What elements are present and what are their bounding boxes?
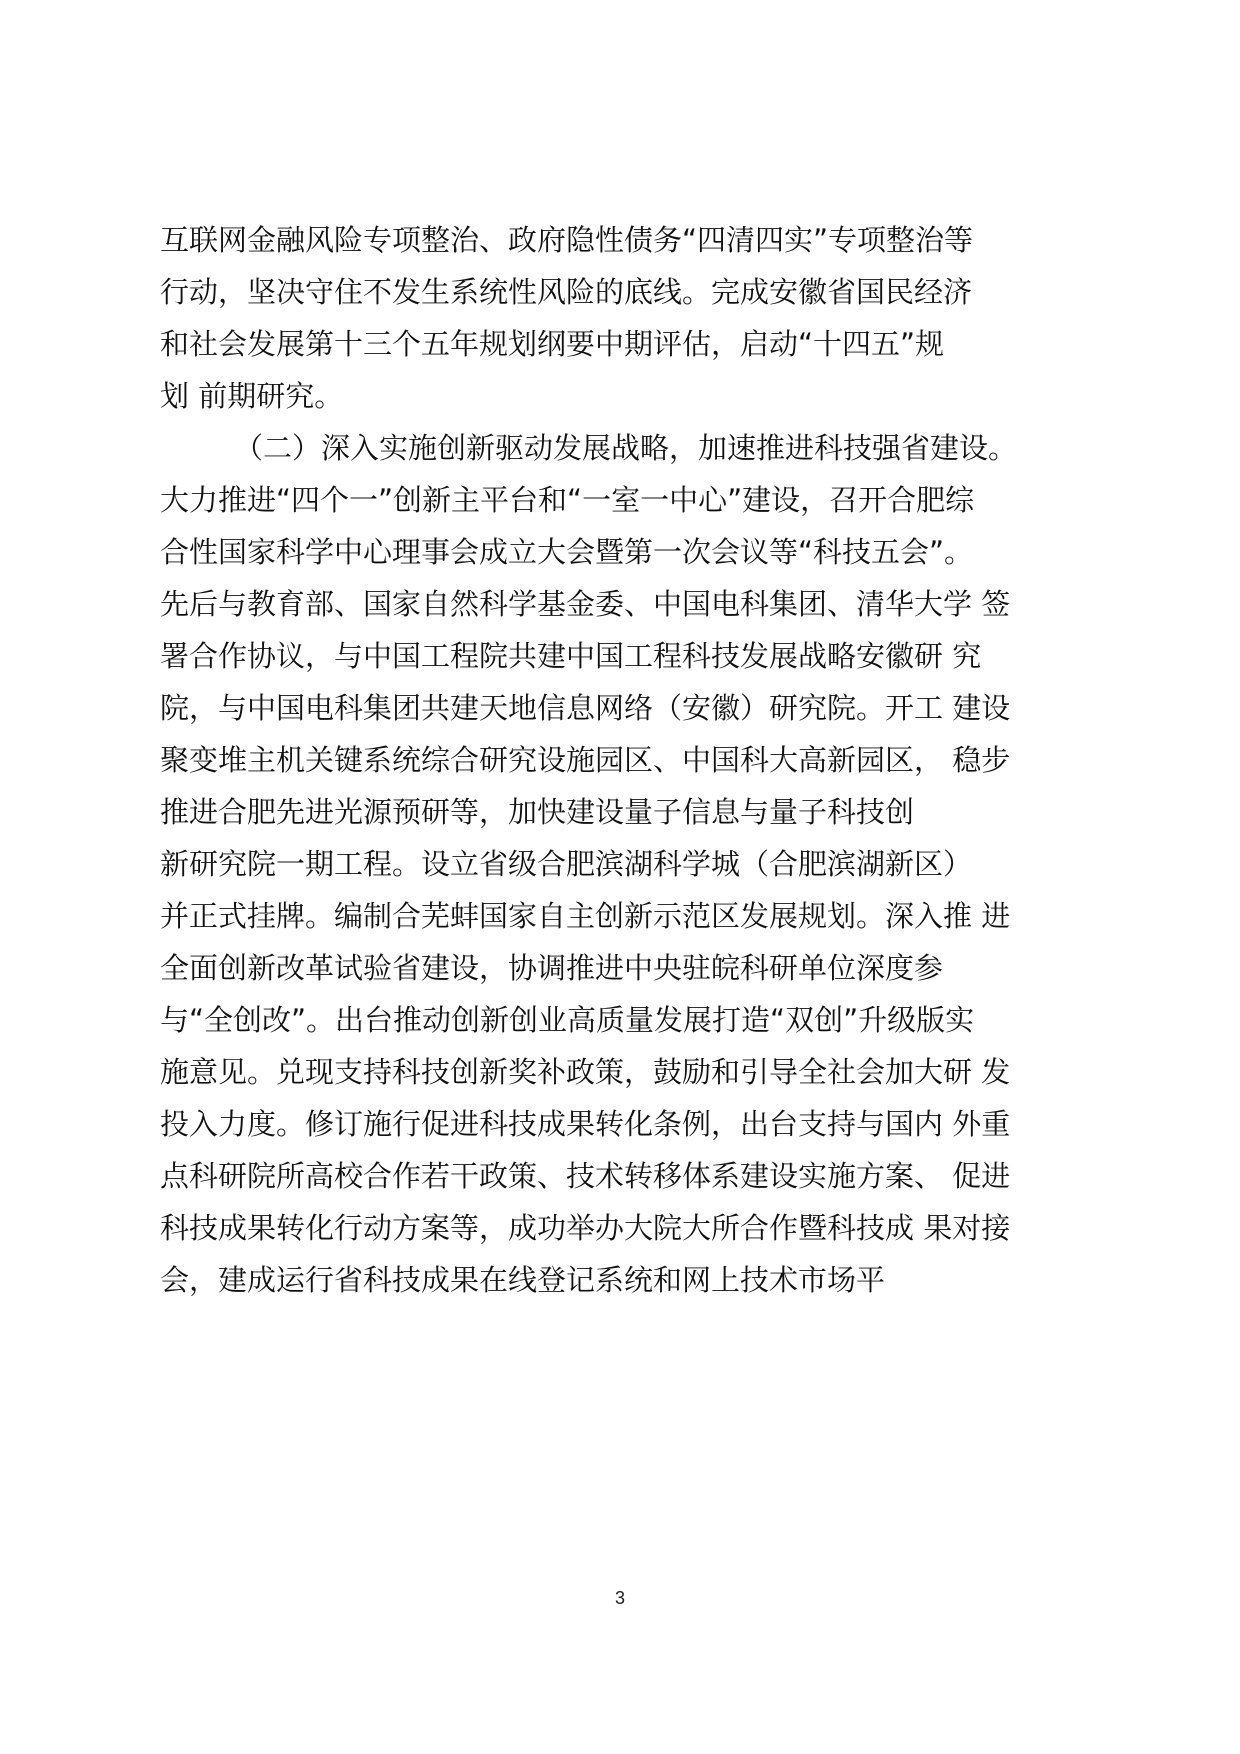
text-line: 投入力度。修订施行促进科技成果转化条例，出台支持与国内 外重 [160, 1107, 1011, 1141]
body-text [160, 214, 1120, 1306]
text-line: 先后与教育部、国家自然科学基金委、中国电科集团、清华大学 签 [160, 587, 1011, 621]
text-line: 和社会发展第十三个五年规划纲要中期评估，启动“十四五”规 [160, 327, 945, 361]
text-line: 划 前期研究。 [160, 379, 344, 413]
text-line: 推进合肥先进光源预研等，加快建设量子信息与量子科技创 [160, 795, 915, 829]
text-line: 全面创新改革试验省建设，协调推进中央驻皖科研单位深度参 [160, 951, 944, 985]
text-line: 会，建成运行省科技成果在线登记系统和网上技术市场平 [160, 1263, 886, 1297]
page-number: 3 [614, 1588, 625, 1608]
text-line: 聚变堆主机关键系统综合研究设施园区、中国科大高新园区， 稳步 [160, 743, 1011, 777]
text-line: 与“全创改”。出台推动创新创业高质量发展打造“双创”升级版实 [160, 1003, 975, 1037]
text-line: 点科研院所高校合作若干政策、技术转移体系建设实施方案、 促进 [160, 1159, 1011, 1193]
text-line: 新研究院一期工程。设立省级合肥滨湖科学城（合肥滨湖新区） [160, 847, 973, 881]
text-line: 合性国家科学中心理事会成立大会暨第一次会议等“科技五会”。 [160, 535, 974, 569]
text-line: 行动，坚决守住不发生系统性风险的底线。完成安徽省国民经济 [160, 275, 973, 309]
text-line: 署合作协议，与中国工程院共建中国工程科技发展战略安徽研 究 [160, 639, 982, 673]
section-heading-line: （二）深入实施创新驱动发展战略，加速推进科技强省建设。 [234, 431, 1018, 465]
text-line: 施意见。兑现支持科技创新奖补政策，鼓励和引导全社会加大研 发 [160, 1055, 1011, 1089]
text-line: 并正式挂牌。编制合芜蚌国家自主创新示范区发展规划。深入推 进 [160, 899, 1011, 933]
text-line: 院，与中国电科集团共建天地信息网络（安徽）研究院。开工 建设 [160, 691, 1011, 725]
text-line: 互联网金融风险专项整治、政府隐性债务“四清四实”专项整治等 [160, 223, 974, 257]
text-line: 科技成果转化行动方案等，成功举办大院大所合作暨科技成 果对接 [160, 1211, 1011, 1245]
text-line: 大力推进“四个一”创新主平台和“一室一中心”建设，召开合肥综 [160, 483, 975, 517]
